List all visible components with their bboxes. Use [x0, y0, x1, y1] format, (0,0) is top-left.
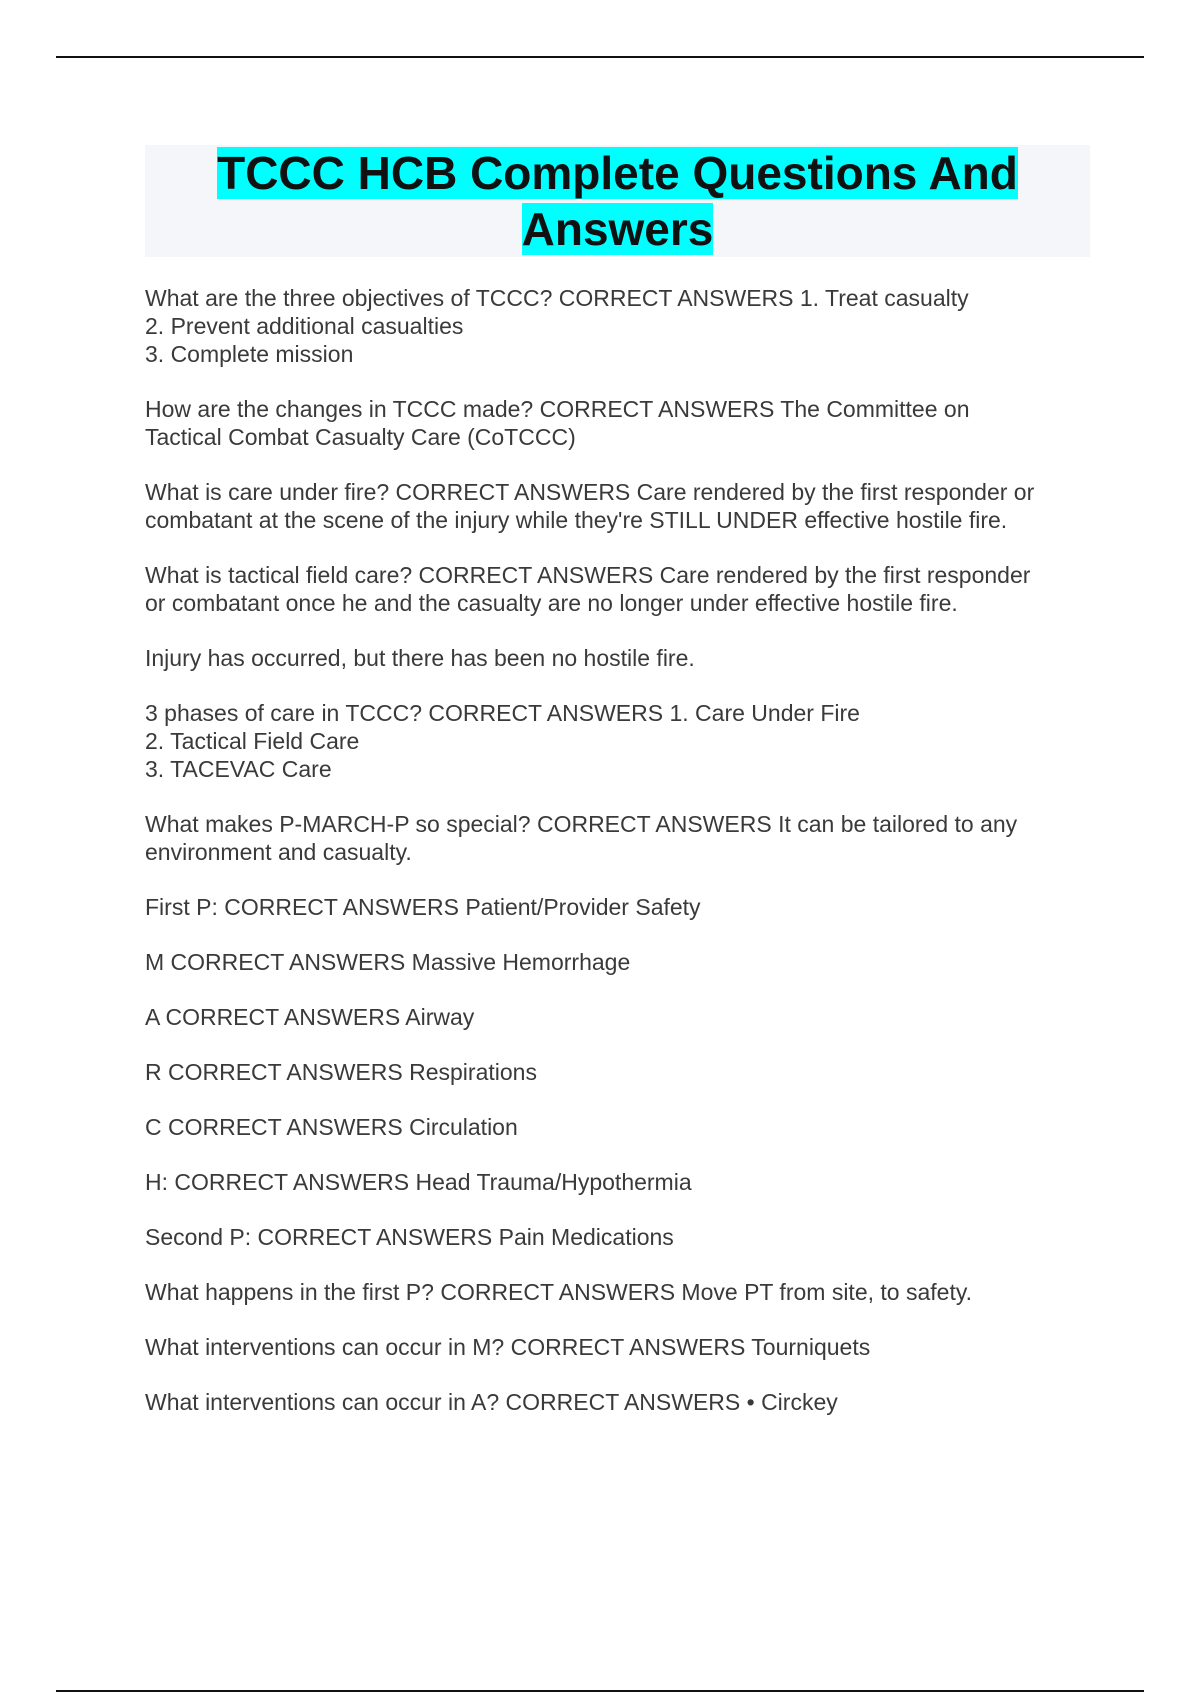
qa-line: What makes P-MARCH-P so special? CORRECT ANSWERS It can be tailored to any [145, 811, 1018, 837]
qa-line: What are the three objectives of TCCC? CORRECT ANSWERS 1. Treat casualty [145, 285, 969, 311]
qa-line: C CORRECT ANSWERS Circulation [145, 1114, 518, 1140]
qa-line: 2. Prevent additional casualties [145, 313, 464, 339]
qa-entry [145, 893, 1100, 921]
qa-entry [145, 1168, 1100, 1196]
qa-line: or combatant once he and the casualty are no longer under effective hostile fire. [145, 590, 958, 616]
title-highlight: TCCC HCB Complete Questions And Answers [217, 147, 1018, 255]
qa-entry [145, 561, 1100, 617]
qa-line: What interventions can occur in A? CORRECT ANSWERS • Circkey [145, 1389, 838, 1415]
qa-line: Tactical Combat Casualty Care (CoTCCC) [145, 424, 576, 450]
qa-entry [145, 1003, 1100, 1031]
qa-line: A CORRECT ANSWERS Airway [145, 1004, 475, 1030]
qa-line: Second P: CORRECT ANSWERS Pain Medications [145, 1224, 674, 1250]
qa-entry [145, 1333, 1100, 1361]
qa-line: R CORRECT ANSWERS Respirations [145, 1059, 537, 1085]
qa-line: What happens in the first P? CORRECT ANSWERS Move PT from site, to safety. [145, 1279, 973, 1305]
qa-line: How are the changes in TCCC made? CORRECT ANSWERS The Committee on [145, 396, 970, 422]
qa-line: What interventions can occur in M? CORRECT ANSWERS Tourniquets [145, 1334, 871, 1360]
title-block [145, 145, 1090, 257]
qa-list [145, 284, 1100, 1443]
qa-entry [145, 644, 1100, 672]
qa-entry [145, 810, 1100, 866]
qa-line: First P: CORRECT ANSWERS Patient/Provider Safety [145, 894, 701, 920]
bottom-rule [56, 1690, 1144, 1692]
qa-line: environment and casualty. [145, 839, 412, 865]
qa-entry [145, 395, 1100, 451]
qa-line: Injury has occurred, but there has been no hostile fire. [145, 645, 695, 671]
qa-entry [145, 1058, 1100, 1086]
qa-entry [145, 948, 1100, 976]
qa-line: What is tactical field care? CORRECT ANSWERS Care rendered by the first responder [145, 562, 1031, 588]
qa-line: 3. TACEVAC Care [145, 756, 332, 782]
qa-entry [145, 1278, 1100, 1306]
qa-line: 2. Tactical Field Care [145, 728, 360, 754]
qa-line: What is care under fire? CORRECT ANSWERS Care rendered by the first responder or [145, 479, 1035, 505]
qa-line: 3. Complete mission [145, 341, 354, 367]
qa-entry [145, 699, 1100, 783]
qa-entry [145, 1113, 1100, 1141]
qa-entry [145, 1388, 1100, 1416]
qa-entry [145, 478, 1100, 534]
qa-line: M CORRECT ANSWERS Massive Hemorrhage [145, 949, 631, 975]
qa-line: 3 phases of care in TCCC? CORRECT ANSWERS 1. Care Under Fire [145, 700, 860, 726]
top-rule [56, 56, 1144, 58]
qa-line: H: CORRECT ANSWERS Head Trauma/Hypothermia [145, 1169, 692, 1195]
document-title [178, 145, 1058, 257]
qa-entry [145, 284, 1100, 368]
qa-entry [145, 1223, 1100, 1251]
qa-line: combatant at the scene of the injury while they're STILL UNDER effective hostile fire. [145, 507, 1008, 533]
